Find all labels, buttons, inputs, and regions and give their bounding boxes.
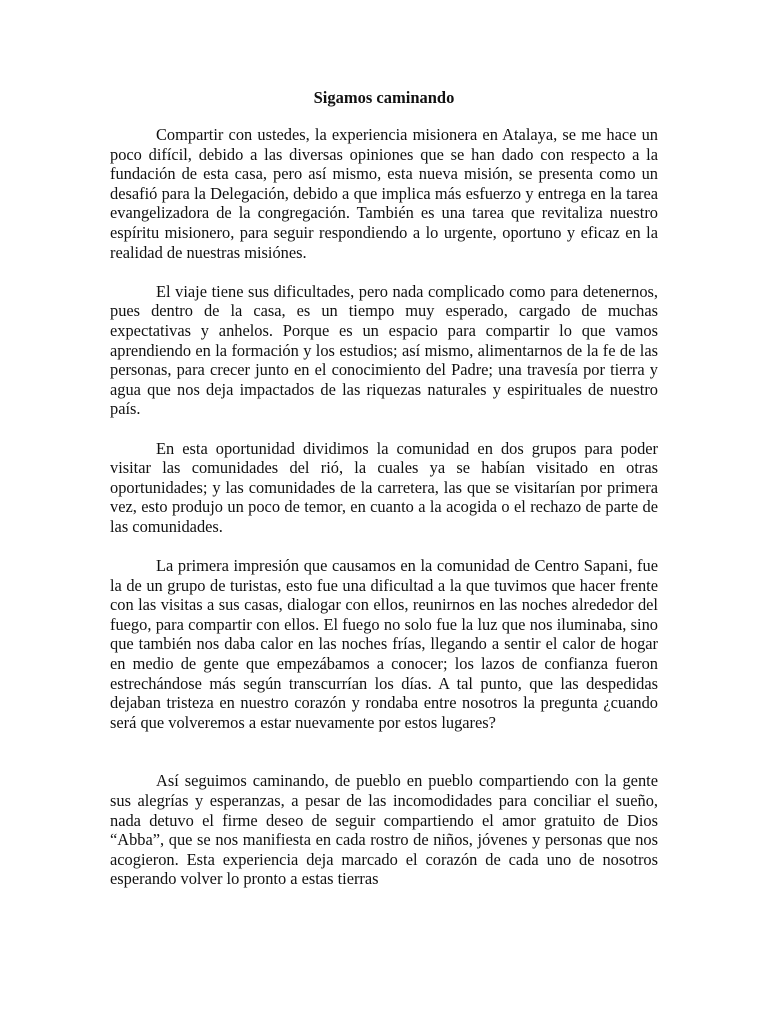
document-title: Sigamos caminando bbox=[313, 88, 455, 107]
paragraph-2: El viaje tiene sus dificultades, pero nada complicado como para detenernos, pues dentro de la casa, es un tiempo muy esperado, cargado de muchas expectativas y anhelos. Porque es un espacio para compartir lo que vamos aprendiendo en la formación y los estudios; así mismo, alimentarnos de la fe de las personas, para crecer junto en el conocimiento del Padre; una travesía por tierra y agua que nos deja impactados de las riquezas naturales y espirituales de nuestro país. bbox=[110, 281, 658, 419]
paragraph-4: La primera impresión que causamos en la comunidad de Centro Sapani, fue la de un grupo de turistas, esto fue una dificultad a la que tuvimos que hacer frente con las visitas a sus casas, dialogar con ellos, reunirnos en las noches alrededor del fuego, para compartir con ellos. El fuego no solo fue la luz que nos iluminaba, sino que también nos daba calor en las noches frías, llegando a sentir el calor de hogar en medio de gente que empezábamos a conocer; los lazos de confianza fueron estrechándose más según transcurrían los días. A tal punto, que las despedidas dejaban tristeza en nuestro corazón y rondaba entre nosotros la pregunta ¿cuando será que volveremos a estar nuevamente por estos lugares? bbox=[110, 556, 658, 732]
paragraph-5: Así seguimos caminando, de pueblo en pueblo compartiendo con la gente sus alegrías y esperanzas, a pesar de las incomodidades para conciliar el sueño, nada detuvo el firme deseo de seguir compartiendo el amor gratuito de Dios “Abba”, que se nos manifiesta en cada rostro de niños, jóvenes y personas que nos acogieron. Esta experiencia deja marcado el corazón de cada uno de nosotros esperando volver lo pronto a estas tierras bbox=[110, 771, 658, 889]
paragraph-1: Compartir con ustedes, la experiencia misionera en Atalaya, se me hace un poco difícil, debido a las diversas opiniones que se han dado con respecto a la fundación de esta casa, pero así mismo, esta nueva misión, se presenta como un desafió para la Delegación, debido a que implica más esfuerzo y entrega en la tarea evangelizadora de la congregación. También es una tarea que revitaliza nuestro espíritu misionero, para seguir respondiendo a lo urgente, oportuno y eficaz en la realidad de nuestras misiónes. bbox=[110, 125, 658, 262]
document-body bbox=[110, 125, 658, 889]
paragraph-3: En esta oportunidad dividimos la comunidad en dos grupos para poder visitar las comunidades del rió, la cuales ya se habían visitado en otras oportunidades; y las comunidades de la carretera, las que se visitarían por primera vez, esto produjo un poco de temor, en cuanto a la acogida o el rechazo de parte de las comunidades. bbox=[110, 438, 658, 536]
